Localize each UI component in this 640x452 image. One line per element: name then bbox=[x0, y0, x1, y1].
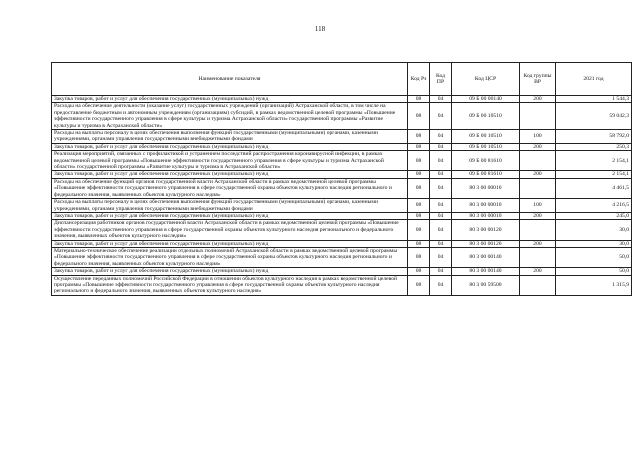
cell-csr: 80 3 00 00010 bbox=[452, 212, 520, 219]
cell-pr: 04 bbox=[430, 247, 452, 267]
cell-csr: 80 3 00 00140 bbox=[452, 268, 520, 275]
cell-rz: 08 bbox=[408, 171, 430, 178]
table-row bbox=[52, 178, 632, 198]
cell-csr: 09 Б 00 10510 bbox=[452, 143, 520, 150]
cell-csr: 80 3 00 00120 bbox=[452, 220, 520, 240]
header-rz: Код Рз bbox=[408, 63, 430, 96]
cell-sum: 50,0 bbox=[556, 247, 632, 267]
cell-rz: 08 bbox=[408, 151, 430, 171]
cell-pr: 04 bbox=[430, 220, 452, 240]
table-row bbox=[52, 268, 632, 275]
cell-sum: 4 216,5 bbox=[556, 199, 632, 213]
cell-name: Закупка товаров, работ и услуг для обеспечения государственных (муниципальных) нужд bbox=[52, 96, 408, 103]
cell-rz: 08 bbox=[408, 220, 430, 240]
cell-name: Закупка товаров, работ и услуг для обеспечения государственных (муниципальных) нужд bbox=[52, 268, 408, 275]
cell-rz: 08 bbox=[408, 240, 430, 247]
table-row bbox=[52, 240, 632, 247]
cell-vr bbox=[520, 275, 556, 295]
cell-csr: 80 3 00 00010 bbox=[452, 199, 520, 213]
header-name: Наименование показателя bbox=[52, 63, 408, 96]
cell-vr: 200 bbox=[520, 96, 556, 103]
cell-rz: 08 bbox=[408, 103, 430, 130]
cell-name: Реализация мероприятий, связанных с профилактикой и устранением последствий распространения коронавирусной инфекции, в рамках ведомственной целевой программы «Повышение эффективности государственного управления в сфере культуры и туризма Астраханской области» государственной программы «Развитие культуры и туризма в Астраханской области» bbox=[52, 151, 408, 171]
cell-name: Расходы на выплаты персоналу в целях обеспечения выполнения функций государственными (муниципальными) органами, казенными учреждениями, органами управления государственными внебюджетными фондами bbox=[52, 199, 408, 213]
cell-pr: 04 bbox=[430, 151, 452, 171]
cell-vr: 200 bbox=[520, 268, 556, 275]
cell-rz: 08 bbox=[408, 178, 430, 198]
budget-table bbox=[51, 62, 632, 296]
table-row bbox=[52, 130, 632, 144]
table-row bbox=[52, 275, 632, 295]
cell-csr: 09 Б 00 81610 bbox=[452, 151, 520, 171]
cell-name: Диспансеризация работников органов государственной власти Астраханской области в рамках ведомственной целевой программы «Повышение эффективности государственного управления в сфере государственной охраны объектов культурного наследия регионального и федерального значения, выявленных объектов культурного наследия» bbox=[52, 220, 408, 240]
cell-pr: 04 bbox=[430, 268, 452, 275]
cell-rz: 08 bbox=[408, 212, 430, 219]
cell-vr: 100 bbox=[520, 130, 556, 144]
cell-pr: 04 bbox=[430, 143, 452, 150]
table-row bbox=[52, 247, 632, 267]
cell-sum: 58 792,0 bbox=[556, 130, 632, 144]
cell-csr: 80 3 00 00120 bbox=[452, 240, 520, 247]
cell-pr: 04 bbox=[430, 199, 452, 213]
header-csr: Код ЦСР bbox=[452, 63, 520, 96]
cell-vr bbox=[520, 220, 556, 240]
cell-csr: 09 Б 00 00140 bbox=[452, 96, 520, 103]
cell-csr: 80 3 00 00010 bbox=[452, 178, 520, 198]
cell-pr: 04 bbox=[430, 171, 452, 178]
cell-rz: 08 bbox=[408, 96, 430, 103]
cell-vr: 200 bbox=[520, 240, 556, 247]
table-row bbox=[52, 151, 632, 171]
header-vr: Код группы ВР bbox=[520, 63, 556, 96]
cell-rz: 08 bbox=[408, 130, 430, 144]
page-number: 118 bbox=[314, 25, 326, 33]
table-row bbox=[52, 212, 632, 219]
cell-csr: 80 3 00 00140 bbox=[452, 247, 520, 267]
cell-vr: 200 bbox=[520, 143, 556, 150]
cell-name: Расходы на обеспечение деятельности (оказание услуг) государственных учреждений (организаций) Астраханской области, в том числе на предоставление бюджетным и автономным учреждениям (организациям) субсидий, в рамках ведомственной целевой программы «Повышение эффективности государственного управления в сфере культуры и туризма Астраханской области» государственной программы «Развитие культуры и туризма в Астраханской области» bbox=[52, 103, 408, 130]
cell-rz: 08 bbox=[408, 199, 430, 213]
cell-csr: 09 Б 00 10510 bbox=[452, 103, 520, 130]
cell-rz: 08 bbox=[408, 143, 430, 150]
table-row bbox=[52, 103, 632, 130]
table-row bbox=[52, 143, 632, 150]
cell-vr: 100 bbox=[520, 199, 556, 213]
table-row bbox=[52, 96, 632, 103]
cell-name: Закупка товаров, работ и услуг для обеспечения государственных (муниципальных) нужд bbox=[52, 240, 408, 247]
cell-rz: 08 bbox=[408, 275, 430, 295]
cell-vr bbox=[520, 247, 556, 267]
cell-pr: 04 bbox=[430, 240, 452, 247]
cell-csr: 09 Б 00 10510 bbox=[452, 130, 520, 144]
cell-name: Закупка товаров, работ и услуг для обеспечения государственных (муниципальных) нужд bbox=[52, 212, 408, 219]
cell-sum: 245,0 bbox=[556, 212, 632, 219]
cell-sum: 59 042,3 bbox=[556, 103, 632, 130]
table-row bbox=[52, 220, 632, 240]
cell-name: Материально-техническое обеспечение реализации отдельных полномочий Астраханской области в рамках ведомственной целевой программы «Повышение эффективности государственного управления в сфере государственной охраны объектов культурного наследия регионального и федерального значения, выявленных объектов культурного наследия» bbox=[52, 247, 408, 267]
cell-sum: 50,0 bbox=[556, 268, 632, 275]
cell-csr: 80 3 00 59500 bbox=[452, 275, 520, 295]
cell-sum: 30,0 bbox=[556, 220, 632, 240]
cell-vr: 200 bbox=[520, 171, 556, 178]
cell-sum: 30,0 bbox=[556, 240, 632, 247]
cell-sum: 1 544,3 bbox=[556, 96, 632, 103]
cell-vr: 200 bbox=[520, 212, 556, 219]
cell-sum: 2 154,1 bbox=[556, 151, 632, 171]
cell-vr bbox=[520, 103, 556, 130]
cell-sum: 4 461,5 bbox=[556, 178, 632, 198]
cell-pr: 04 bbox=[430, 212, 452, 219]
table-row bbox=[52, 171, 632, 178]
cell-pr: 04 bbox=[430, 96, 452, 103]
cell-sum: 250,3 bbox=[556, 143, 632, 150]
cell-csr: 09 Б 00 81610 bbox=[452, 171, 520, 178]
cell-pr: 04 bbox=[430, 178, 452, 198]
cell-pr: 04 bbox=[430, 103, 452, 130]
cell-pr: 04 bbox=[430, 130, 452, 144]
cell-rz: 08 bbox=[408, 268, 430, 275]
cell-rz: 08 bbox=[408, 247, 430, 267]
header-sum: 2021 год bbox=[556, 63, 632, 96]
cell-pr: 04 bbox=[430, 275, 452, 295]
cell-name: Закупка товаров, работ и услуг для обеспечения государственных (муниципальных) нужд bbox=[52, 171, 408, 178]
cell-vr bbox=[520, 178, 556, 198]
cell-name: Расходы на обеспечение функций органов государственной власти Астраханской области в рамках ведомственной целевой программы «Повышение эффективности государственного управления в сфере государственной охраны объектов культурного наследия регионального и федерального значения, выявленных объектов культурного наследия» bbox=[52, 178, 408, 198]
header-pr: Код ПР bbox=[430, 63, 452, 96]
cell-name: Закупка товаров, работ и услуг для обеспечения государственных (муниципальных) нужд bbox=[52, 143, 408, 150]
cell-sum: 1 315,9 bbox=[556, 275, 632, 295]
table-row bbox=[52, 199, 632, 213]
cell-vr bbox=[520, 151, 556, 171]
table-header-row bbox=[52, 63, 632, 96]
cell-name: Осуществление переданных полномочий Российской Федерации в отношении объектов культурного наследия в рамках ведомственной целевой программы «Повышение эффективности государственного управления в сфере государственной охраны объектов культурного наследия регионального и федерального значения, выявленных объектов культурного наследия» bbox=[52, 275, 408, 295]
cell-name: Расходы на выплаты персоналу в целях обеспечения выполнения функций государственными (муниципальными) органами, казенными учреждениями, органами управления государственными внебюджетными фондами bbox=[52, 130, 408, 144]
cell-sum: 2 154,1 bbox=[556, 171, 632, 178]
